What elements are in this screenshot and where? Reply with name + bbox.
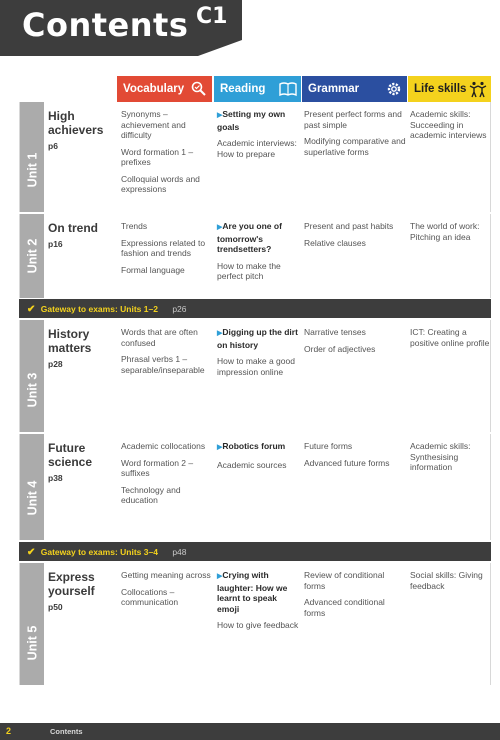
reading-title: ▶ Digging up the dirt on history [217,327,301,350]
unit-page: p28 [48,359,63,369]
life-skills-cell [410,221,490,248]
life-skills-cell [410,109,490,147]
life-skills-item: Social skills: Giving feedback [410,570,483,591]
unit-row [19,102,491,212]
vocabulary-item: Technology and education [121,484,181,505]
life-skills-item: The world of work: Pitching an idea [410,221,480,242]
unit-label: Unit 1 [25,152,40,188]
book-icon [279,80,297,98]
unit-title: Express yourself p50 [48,570,116,614]
gateway-page: p26 [172,304,187,314]
vocabulary-item: Getting meaning across [121,570,211,580]
vocabulary-item: Academic collocations [121,441,206,451]
column-header-vocabulary [117,76,212,102]
grammar-item: Order of adjectives [304,343,376,354]
page-footer [0,723,500,740]
reading-cell [217,109,301,165]
grammar-item: Future forms [304,441,353,451]
grammar-cell [304,109,406,163]
vocabulary-cell [121,221,213,281]
grammar-cell [304,570,406,624]
reading-title: ▶ Setting my own goals [217,109,301,132]
reading-cell [217,441,301,476]
level-badge: C1 [196,4,228,29]
vocabulary-item: Synonyms – achievement and difficulty [121,109,186,140]
vocabulary-item: Words that are often confused [121,327,198,348]
vocabulary-item: Word formation 2 – suffixes [121,457,194,478]
column-header-life-skills [408,76,491,102]
vocabulary-item: Trends [121,221,148,231]
unit-page: p16 [48,239,63,249]
column-header-vocabulary-label: Vocabulary [123,83,185,95]
life-skills-item: ICT: Creating a positive online profile [410,327,490,348]
gateway-banner [19,542,491,561]
reading-title: ▶ Crying with laughter: How we learnt to speak emoji [217,570,301,614]
vocabulary-item: Expressions related to fashion and trends [121,237,206,258]
gateway-banner [19,299,491,318]
grammar-item: Narrative tenses [304,327,366,337]
unit-label: Unit 5 [25,625,40,661]
unit-row [19,214,491,298]
reading-item: Academic interviews: How to prepare [217,138,297,159]
column-header-row [19,76,491,102]
column-header-life-skills-label: Life skills [414,83,467,95]
vocabulary-cell [121,327,213,381]
unit-title: High achievers p6 [48,109,116,153]
reading-item: How to give feedback [217,620,299,630]
unit-row [19,563,491,685]
vocabulary-cell [121,109,213,201]
vocabulary-item: Word formation 1 – prefixes [121,146,194,167]
column-header-grammar-label: Grammar [308,83,360,95]
grammar-item: Present and past habits [304,221,394,231]
life-skills-cell [410,570,490,597]
unit-label: Unit 2 [25,238,40,274]
grammar-cell [304,441,406,474]
gear-icon [385,80,403,98]
magnifier-icon [190,80,208,98]
life-skills-cell [410,441,490,479]
grammar-item: Present perfect forms and past simple [304,109,402,130]
reading-title: ▶ Robotics forum [217,441,301,454]
vocabulary-cell [121,570,213,614]
unit-page: p6 [48,141,58,151]
reading-cell [217,570,301,637]
page-title: Contents [22,6,189,44]
unit-label: Unit 4 [25,480,40,516]
life-skills-item: Academic skills: Synthesising information [410,441,471,472]
life-skills-cell [410,327,490,354]
unit-page: p38 [48,473,63,483]
reading-cell [217,221,301,288]
grammar-item: Relative clauses [304,237,366,248]
life-skills-item: Academic skills: Succeeding in academic interviews [410,109,487,140]
column-header-grammar [302,76,407,102]
unit-row [19,320,491,432]
grammar-cell [304,327,406,360]
unit-title: Future science p38 [48,441,116,485]
reading-item: How to make a good impression online [217,356,295,377]
reading-item: Academic sources [217,459,287,470]
column-header-reading-label: Reading [220,83,266,95]
unit-row [19,434,491,540]
reading-title: ▶ Are you one of tomorrow's trendsetters? [217,221,301,255]
column-header-reading [214,76,301,102]
grammar-item: Advanced future forms [304,457,390,468]
gateway-label: Gateway to exams: Units 3–4 [40,547,158,557]
unit-label: Unit 3 [25,372,40,408]
grammar-item: Modifying comparative and superlative forms [304,136,406,157]
gateway-label: Gateway to exams: Units 1–2 [40,304,158,314]
vocabulary-item: Phrasal verbs 1 – separable/inseparable [121,354,205,375]
unit-title: On trend p16 [48,221,116,251]
footer-label: Contents [50,727,83,736]
grammar-item: Review of conditional forms [304,570,385,591]
reading-cell [217,327,301,383]
checkmark-icon: ✔ [27,547,36,558]
unit-page: p50 [48,602,63,612]
unit-title: History matters p28 [48,327,116,371]
reading-item: How to make the perfect pitch [217,260,281,281]
vocabulary-cell [121,441,213,512]
page-number: 2 [6,726,12,736]
vocabulary-item: Collocations – communication [121,586,179,607]
people-icon [469,80,487,98]
vocabulary-item: Formal language [121,264,185,275]
grammar-cell [304,221,406,254]
gateway-page: p48 [172,547,187,557]
checkmark-icon: ✔ [27,304,36,315]
vocabulary-item: Colloquial words and expressions [121,173,200,194]
grammar-item: Advanced conditional forms [304,597,385,618]
